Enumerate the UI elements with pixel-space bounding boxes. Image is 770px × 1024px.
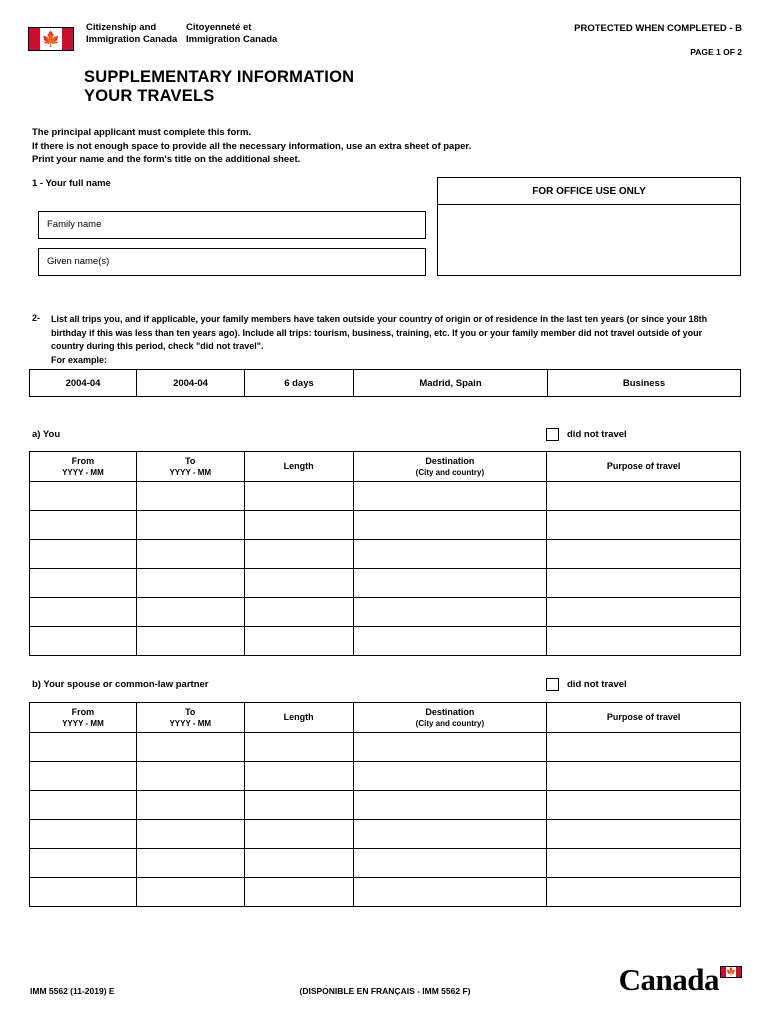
cell-to[interactable]	[136, 569, 244, 598]
cell-to[interactable]	[136, 762, 244, 791]
cell-destination[interactable]	[353, 540, 547, 569]
cell-purpose[interactable]	[547, 762, 741, 791]
instructions-block	[32, 126, 471, 167]
cell-destination[interactable]	[353, 820, 547, 849]
cell-purpose[interactable]	[547, 849, 741, 878]
table-row	[30, 878, 741, 907]
header-to: To YYYY - MM	[136, 452, 244, 482]
cell-purpose[interactable]	[547, 598, 741, 627]
table-row	[30, 569, 741, 598]
cell-to[interactable]	[136, 733, 244, 762]
canada-flag-icon: 🍁	[28, 27, 74, 51]
cell-length[interactable]	[244, 540, 353, 569]
header-destination: Destination (City and country)	[353, 452, 547, 482]
did-not-travel-label-a: did not travel	[567, 429, 627, 440]
cell-from[interactable]	[30, 791, 137, 820]
cell-to[interactable]	[136, 849, 244, 878]
office-use-title: FOR OFFICE USE ONLY	[438, 178, 740, 205]
example-purpose: Business	[622, 377, 666, 389]
cell-purpose[interactable]	[547, 511, 741, 540]
cell-length[interactable]	[244, 762, 353, 791]
header-destination: Destination (City and country)	[353, 703, 547, 733]
table-row	[30, 849, 741, 878]
header-purpose: Purpose of travel	[547, 452, 741, 482]
cell-to[interactable]	[136, 540, 244, 569]
protected-label: PROTECTED WHEN COMPLETED - B	[574, 23, 742, 34]
travel-table-a	[29, 451, 741, 656]
cell-destination[interactable]	[353, 511, 547, 540]
cell-purpose[interactable]	[547, 569, 741, 598]
canada-flag-small-icon: 🍁	[720, 966, 742, 978]
cell-purpose[interactable]	[547, 820, 741, 849]
cell-from[interactable]	[30, 820, 137, 849]
department-name-en: Citizenship and Immigration Canada	[86, 22, 178, 45]
table-row	[30, 598, 741, 627]
table-header-row	[30, 452, 741, 482]
header-to: To YYYY - MM	[136, 703, 244, 733]
table-row	[30, 482, 741, 511]
page-header	[28, 22, 742, 62]
cell-destination[interactable]	[353, 598, 547, 627]
section-2-text	[51, 313, 711, 367]
cell-length[interactable]	[244, 569, 353, 598]
header-from: From YYYY - MM	[30, 703, 137, 733]
cell-destination[interactable]	[353, 762, 547, 791]
section-a-label: a) You	[32, 429, 61, 440]
table-row	[30, 791, 741, 820]
cell-length[interactable]	[244, 627, 353, 656]
cell-length[interactable]	[244, 791, 353, 820]
example-row	[29, 369, 741, 397]
example-length: 6 days	[245, 370, 354, 396]
canada-wordmark	[619, 962, 742, 998]
section-a-did-not-travel[interactable]	[546, 428, 627, 441]
instructions-line-2: If there is not enough space to provide all the necessary information, use an extra sheet of paper.	[32, 140, 472, 152]
office-use-area[interactable]	[438, 205, 740, 277]
cell-from[interactable]	[30, 878, 137, 907]
cell-length[interactable]	[244, 878, 353, 907]
cell-from[interactable]	[30, 733, 137, 762]
cell-to[interactable]	[136, 511, 244, 540]
table-row	[30, 733, 741, 762]
section-b-did-not-travel[interactable]	[546, 678, 627, 691]
cell-to[interactable]	[136, 482, 244, 511]
travel-table-b	[29, 702, 741, 907]
table-row	[30, 540, 741, 569]
cell-destination[interactable]	[353, 878, 547, 907]
cell-length[interactable]	[244, 511, 353, 540]
cell-length[interactable]	[244, 820, 353, 849]
header-length: Length	[244, 452, 353, 482]
cell-to[interactable]	[136, 791, 244, 820]
header-purpose: Purpose of travel	[547, 703, 741, 733]
family-name-input[interactable]: Family name	[38, 211, 426, 239]
form-code: IMM 5562 (11-2019) E	[30, 986, 115, 996]
section-b-label: b) Your spouse or common-law partner	[32, 679, 209, 690]
section-2-paragraph: List all trips you, and if applicable, your family members have taken outside your country of origin or of residence in the last ten years (or since your 18th birthday if this was less than ten years ago). Include all trips: tourism, business, training, etc. If you or your family member did not travel outside of your country during this period, check "did not travel".	[51, 314, 708, 351]
table-row	[30, 627, 741, 656]
cell-purpose[interactable]	[547, 540, 741, 569]
cell-from[interactable]	[30, 540, 137, 569]
given-names-input[interactable]: Given name(s)	[38, 248, 426, 276]
cell-destination[interactable]	[353, 733, 547, 762]
department-name-fr: Citoyenneté et Immigration Canada	[186, 22, 278, 45]
cell-destination[interactable]	[353, 569, 547, 598]
cell-from[interactable]	[30, 627, 137, 656]
table-row	[30, 511, 741, 540]
cell-length[interactable]	[244, 733, 353, 762]
section-1-label: 1 - Your full name	[32, 178, 111, 189]
cell-purpose[interactable]	[547, 482, 741, 511]
office-use-box	[437, 177, 741, 276]
cell-purpose[interactable]	[547, 627, 741, 656]
cell-from[interactable]	[30, 598, 137, 627]
cell-to[interactable]	[136, 878, 244, 907]
cell-from[interactable]	[30, 569, 137, 598]
cell-purpose[interactable]	[547, 733, 741, 762]
table-header-row	[30, 703, 741, 733]
cell-destination[interactable]	[353, 791, 547, 820]
cell-destination[interactable]	[353, 627, 547, 656]
page-number-label: PAGE 1 OF 2	[690, 47, 742, 57]
example-destination: Madrid, Spain	[354, 370, 548, 396]
cell-length[interactable]	[244, 849, 353, 878]
header-from: From YYYY - MM	[30, 452, 137, 482]
cell-length[interactable]	[244, 598, 353, 627]
section-2-number: 2-	[32, 313, 41, 323]
cell-purpose[interactable]	[547, 791, 741, 820]
page-title-line2: YOUR TRAVELS	[84, 87, 215, 105]
page-title-line1: SUPPLEMENTARY INFORMATION	[84, 68, 355, 86]
table-row	[30, 820, 741, 849]
for-example-label: For example:	[51, 354, 108, 365]
cell-length[interactable]	[244, 482, 353, 511]
cell-purpose[interactable]	[547, 878, 741, 907]
cell-to[interactable]	[136, 820, 244, 849]
cell-destination[interactable]	[353, 849, 547, 878]
did-not-travel-label-b: did not travel	[567, 679, 627, 690]
did-not-travel-checkbox-b[interactable]	[546, 678, 559, 691]
cell-to[interactable]	[136, 598, 244, 627]
french-version-note: (DISPONIBLE EN FRANÇAIS - IMM 5562 F)	[299, 986, 471, 996]
cell-to[interactable]	[136, 627, 244, 656]
cell-destination[interactable]	[353, 482, 547, 511]
cell-from[interactable]	[30, 762, 137, 791]
example-to: 2004-04	[137, 370, 245, 396]
cell-from[interactable]	[30, 482, 137, 511]
did-not-travel-checkbox-a[interactable]	[546, 428, 559, 441]
canada-wordmark-text: Canada	[618, 962, 719, 997]
header-length: Length	[244, 703, 353, 733]
cell-from[interactable]	[30, 849, 137, 878]
example-from: 2004-04	[30, 370, 137, 396]
instructions-line-1: The principal applicant must complete this form.	[32, 127, 252, 138]
cell-from[interactable]	[30, 511, 137, 540]
table-row	[30, 762, 741, 791]
page-title	[84, 68, 354, 106]
instructions-line-3: Print your name and the form's title on the additional sheet.	[32, 154, 301, 165]
